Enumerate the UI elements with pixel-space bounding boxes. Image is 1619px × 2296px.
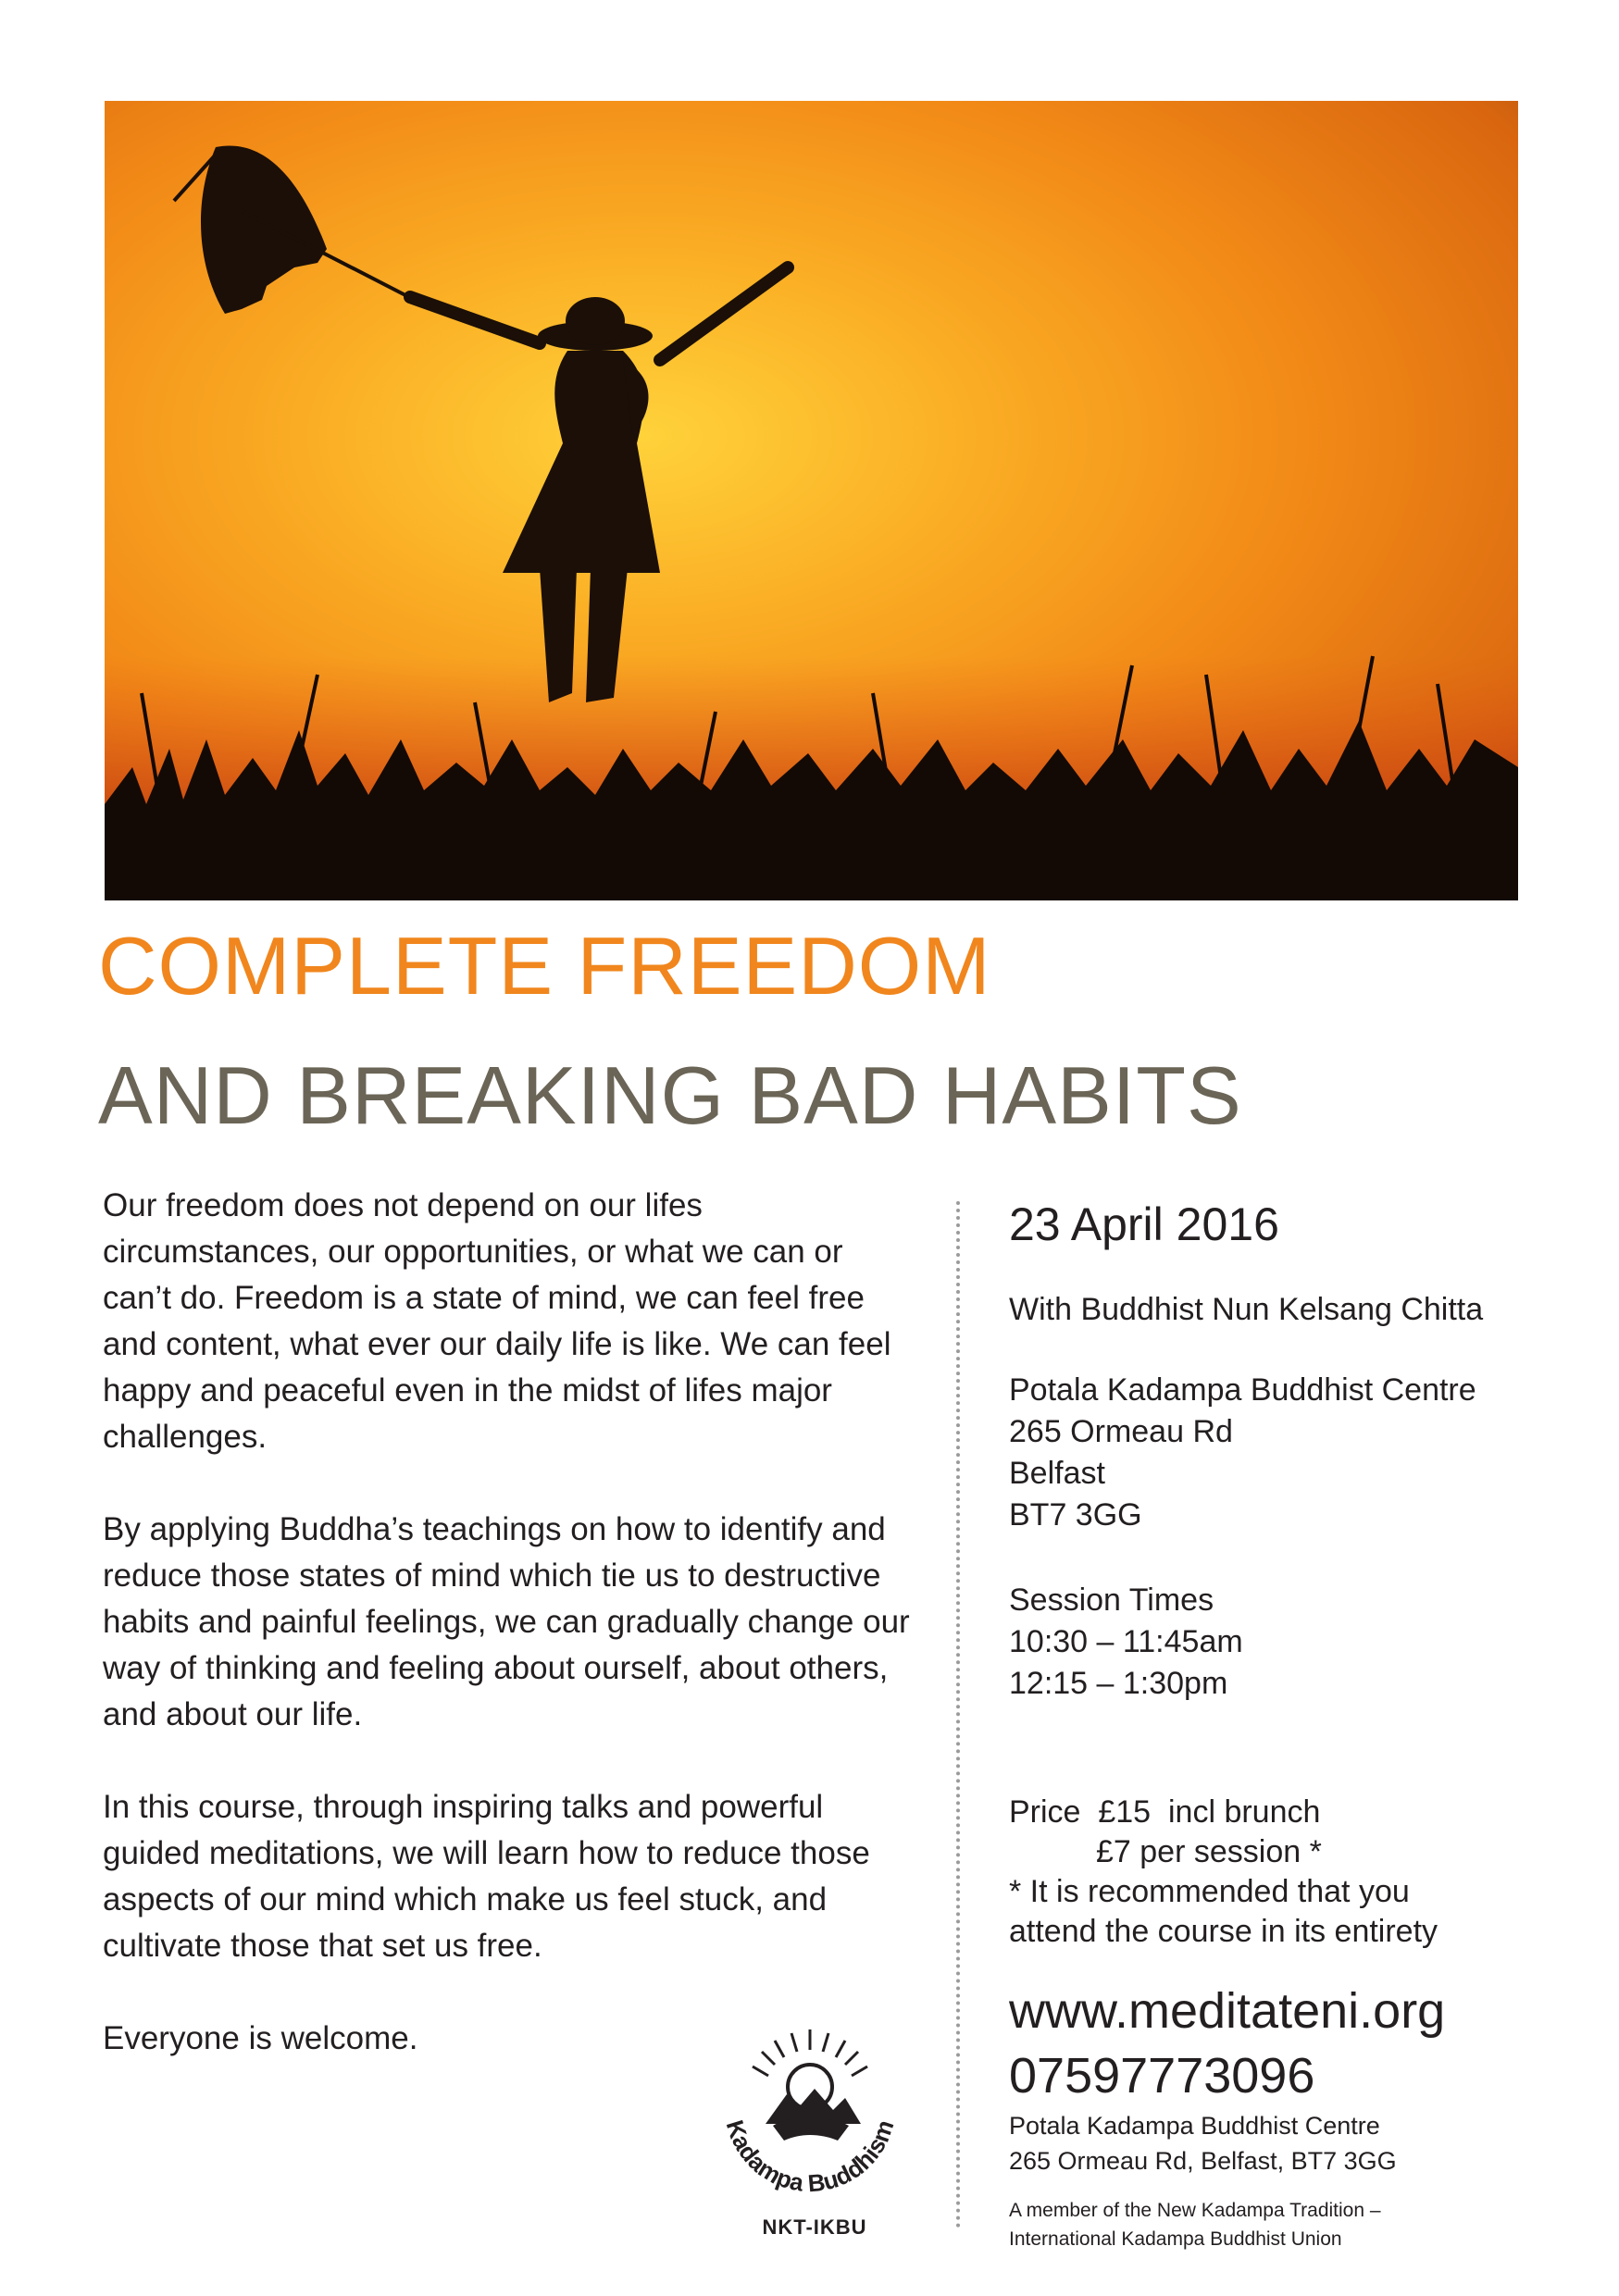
venue-postcode: BT7 3GG bbox=[1009, 1497, 1142, 1533]
website-link[interactable]: www.meditateni.org bbox=[1009, 1983, 1446, 2039]
kadampa-logo bbox=[699, 2022, 921, 2235]
price-note-2: attend the course in its entirety bbox=[1009, 1914, 1438, 1949]
footer-centre: Potala Kadampa Buddhist Centre bbox=[1009, 2112, 1380, 2140]
dotted-divider bbox=[956, 1201, 960, 2228]
session-time-1: 10:30 – 11:45am bbox=[1009, 1624, 1243, 1659]
paragraph-welcome: Everyone is welcome. bbox=[103, 2020, 418, 2056]
price-full: Price £15 incl brunch bbox=[1009, 1794, 1321, 1830]
membership-line-1: A member of the New Kadampa Tradition – bbox=[1009, 2200, 1381, 2221]
title-line-2: AND BREAKING BAD HABITS bbox=[98, 1049, 1242, 1141]
logo-arc-text: Kadampa Buddhism bbox=[720, 2116, 900, 2198]
description bbox=[103, 1183, 917, 2062]
price-note-1: * It is recommended that you bbox=[1009, 1874, 1410, 1909]
title-line-1: COMPLETE FREEDOM bbox=[98, 920, 991, 1011]
price-info bbox=[1009, 1793, 1527, 1952]
paragraph-teachings: By applying Buddha’s teachings on how to identify and reduce those states of mind which tie us to destructive habits and painful feelings, we can gradually change our way of thinking and feeling about ourself, about others, and about our life. bbox=[103, 1511, 910, 1732]
session-times bbox=[1009, 1580, 1527, 1705]
paragraph-course: In this course, through inspiring talks and powerful guided meditations, we will learn how to reduce those aspects of our mind which make us feel stuck, and cultivate those that set us free. bbox=[103, 1789, 870, 1964]
hero-photo bbox=[105, 101, 1518, 900]
venue-name: Potala Kadampa Buddhist Centre bbox=[1009, 1372, 1476, 1408]
session-time-2: 12:15 – 1:30pm bbox=[1009, 1666, 1228, 1701]
venue-address bbox=[1009, 1370, 1527, 1536]
membership-note bbox=[1009, 2196, 1527, 2253]
phone-number[interactable]: 07597773096 bbox=[1009, 2048, 1315, 2104]
price-per-session: £7 per session * bbox=[1096, 1834, 1322, 1869]
kadampa-emblem-icon bbox=[699, 2022, 921, 2235]
sunset-silhouette-image bbox=[105, 101, 1518, 900]
teacher-line: With Buddhist Nun Kelsang Chitta bbox=[1009, 1292, 1484, 1327]
paragraph-freedom: Our freedom does not depend on our lifes circumstances, our opportunities, or what we can or can’t do. Freedom is a state of mind, we can feel free and content, what ever our daily life is like. We can feel happy and peaceful even in the midst of lifes major challenges. bbox=[103, 1187, 891, 1455]
footer-address bbox=[1009, 2108, 1527, 2178]
footer-street: 265 Ormeau Rd, Belfast, BT7 3GG bbox=[1009, 2147, 1397, 2175]
venue-city: Belfast bbox=[1009, 1456, 1105, 1491]
event-date: 23 April 2016 bbox=[1009, 1198, 1279, 1250]
venue-street: 265 Ormeau Rd bbox=[1009, 1414, 1233, 1449]
membership-line-2: International Kadampa Buddhist Union bbox=[1009, 2228, 1342, 2250]
session-heading: Session Times bbox=[1009, 1582, 1214, 1618]
logo-caption: NKT-IKBU bbox=[762, 2215, 867, 2239]
